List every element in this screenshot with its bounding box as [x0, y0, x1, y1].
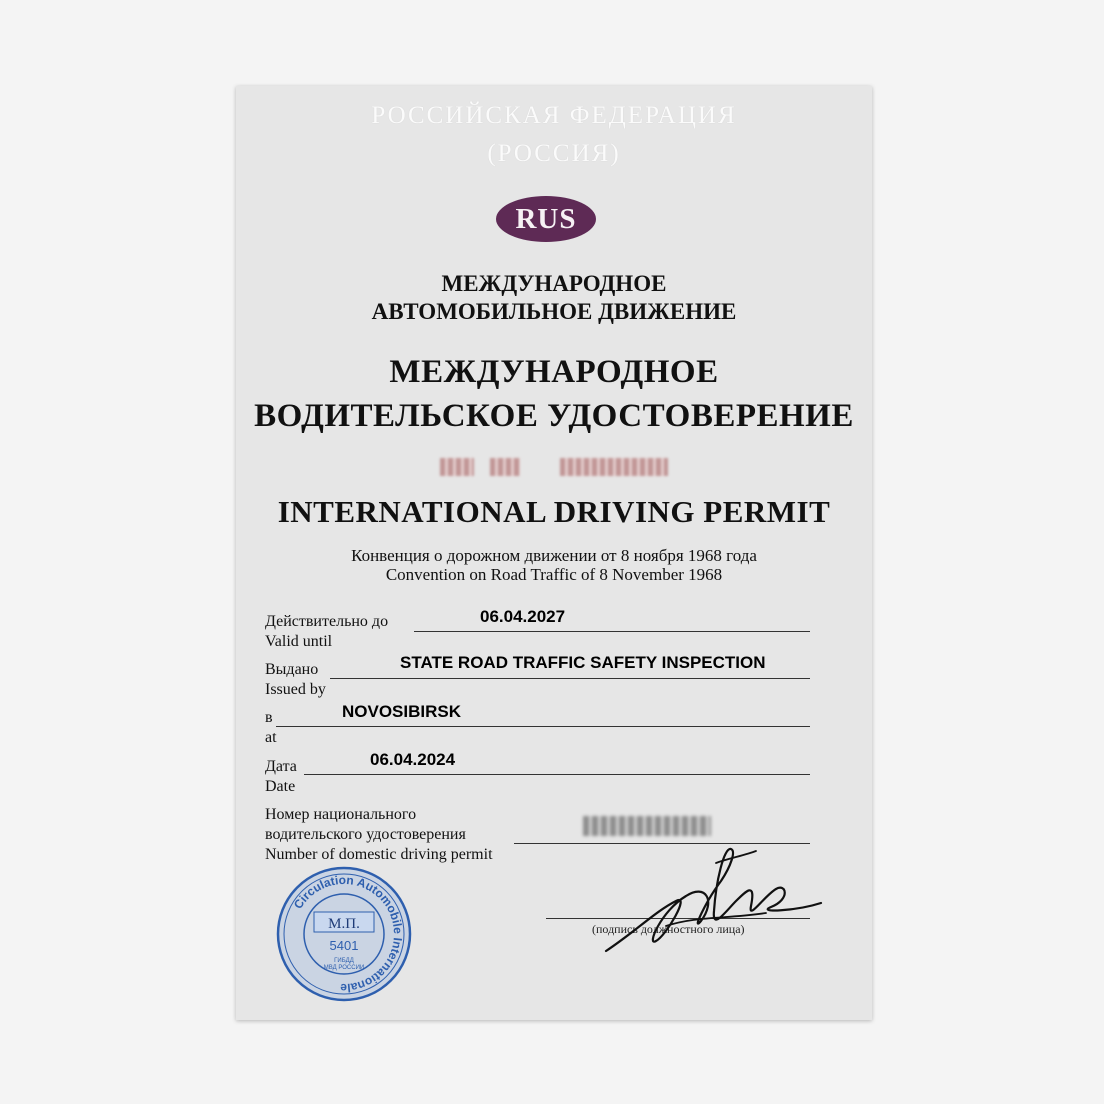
- at-label-en: at: [265, 729, 277, 746]
- date-value: 06.04.2024: [370, 750, 456, 769]
- stamp-number: 5401: [329, 938, 359, 953]
- issued-by-value: STATE ROAD TRAFFIC SAFETY INSPECTION: [400, 653, 766, 672]
- stamp-center-text: М.П.: [328, 916, 360, 932]
- domestic-permit-label-ru-2: водительского удостоверения: [265, 826, 466, 843]
- signature-caption: (подпись должностного лица): [592, 922, 745, 936]
- convention-en: Convention on Road Traffic of 8 November 1968: [385, 565, 723, 584]
- permit-title-en: INTERNATIONAL DRIVING PERMIT: [277, 494, 831, 529]
- permit-page: [236, 86, 872, 1020]
- issued-by-underline: [330, 678, 810, 679]
- traffic-title-line1: МЕЖДУНАРОДНОЕ: [441, 271, 667, 296]
- stamp-bottom-line2: МВД РОССИИ: [323, 965, 365, 971]
- country-name-line1: РОССИЙСКАЯ ФЕДЕРАЦИЯ: [371, 102, 737, 129]
- valid-until-label-ru: Действительно до: [265, 613, 389, 630]
- valid-until-label-en: Valid until: [265, 633, 333, 650]
- stamp-ring-text: Circulation Automobile Internationale: [290, 872, 406, 996]
- serial-blur-1: [440, 458, 474, 476]
- signature-icon: [596, 841, 836, 961]
- domestic-permit-number-blurred: [583, 816, 711, 836]
- convention-ru: Конвенция о дорожном движении от 8 ноября 1968 года: [351, 546, 757, 565]
- issued-by-label-ru: Выдано: [265, 661, 319, 678]
- at-value: NOVOSIBIRSK: [342, 702, 462, 721]
- country-name-line2: (РОССИЯ): [487, 140, 621, 167]
- permit-title-ru-line2: ВОДИТЕЛЬСКОЕ УДОСТОВЕРЕНИЕ: [254, 398, 854, 434]
- domestic-permit-label-en: Number of domestic driving permit: [265, 846, 493, 863]
- domestic-permit-label-ru-1: Номер национального: [265, 806, 417, 823]
- serial-blur-2: [490, 458, 520, 476]
- country-code: RUS: [515, 202, 577, 235]
- date-label-en: Date: [265, 778, 296, 795]
- serial-blur-3: [560, 458, 668, 476]
- date-underline: [304, 774, 810, 775]
- issued-by-label-en: Issued by: [265, 681, 326, 698]
- official-stamp-icon: [276, 866, 412, 1002]
- at-label-ru: в: [265, 709, 273, 726]
- date-label-ru: Дата: [265, 758, 297, 775]
- permit-title-ru-line1: МЕЖДУНАРОДНОЕ: [389, 354, 719, 390]
- valid-until-value: 06.04.2027: [480, 607, 566, 626]
- valid-until-underline: [414, 631, 810, 632]
- traffic-title-line2: АВТОМОБИЛЬНОЕ ДВИЖЕНИЕ: [371, 299, 737, 324]
- stamp-bottom-line1: ГИБДД: [334, 958, 354, 964]
- country-code-badge: [496, 196, 596, 242]
- at-underline: [276, 726, 810, 727]
